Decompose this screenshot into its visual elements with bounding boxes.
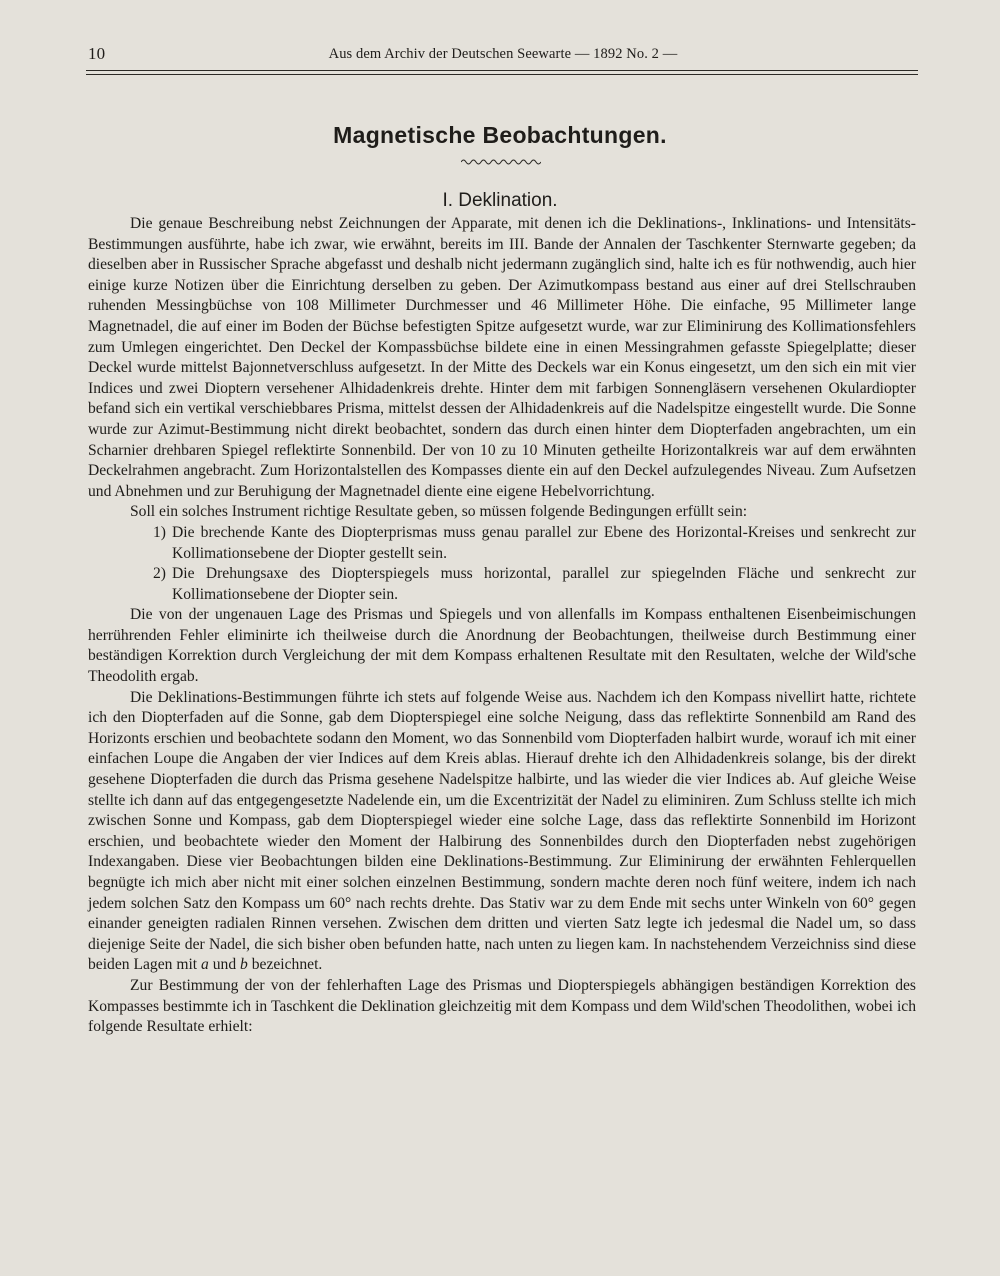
paragraph-text: Die Deklinations-Bestimmungen führte ich stets auf folgende Weise aus. Nachdem ich den Kompass nivellirt hatte, richtete ich den Diopterfaden auf die Sonne, gab dem Diopterspiegel eine solche Neigung, dass das reflektirte Sonnenbild am Rand des Horizonts erschien und beobachtete sodann den Moment, wo das Sonnenbild vom Diopterfaden halbirt wurde, worauf ich mit einer einfachen Loupe die Angaben der vier Indices auf dem Kreis ablas. Hierauf drehte ich den Alhidadenkreis solange, bis der direkt gesehene Diopterfaden die durch das Prisma gesehene Nadelspitze halbirte, und las wieder die vier Indices ab. Auf gleiche Weise stellte ich dann auf das entgegengesetzte Nadelende ein, um die Excentrizität der Nadel zu eliminiren. Zum Schluss stellte ich mich zwischen Sonne und Kompass, gab dem Diopterspiegel wieder eine solche Lage, dass das reflektirte Sonnenbild im Horizont erschien, und beobachtete wieder den Moment der Halbirung des Sonnenbildes durch den Diopterfaden nebst zugehörigen Indexangaben. Diese vier Beobachtungen bilden eine Deklinations-Bestimmung. Zur Eliminirung der erwähnten Fehlerquellen begnügte ich mich aber nicht mit einer solchen einzelnen Bestimmung, sondern machte deren noch fünf weitere, indem ich nach jedem solchen Satz den Kompass um 60° nach rechts drehte. Das Stativ war zu dem Ende mit sechs unter Winkeln von 60° gegen einander geneigten radialen Rinnen versehen. Zwischen dem dritten und vierten Satz legte ich jedesmal die Nadel um, so dass diejenige Seite der Nadel, die sich bisher oben befunden hatte, nach unten zu liegen kam. In nachstehendem Verzeichniss sind diese beiden Lagen mit (88, 688, 916, 974)
header-rule-bottom (86, 74, 918, 75)
variable-a: a (201, 956, 209, 974)
running-head (88, 44, 918, 66)
condition-number: 2) (153, 565, 166, 583)
conjunction: und (212, 956, 237, 974)
wavy-ornament-icon (461, 158, 541, 166)
paragraph: Die genaue Beschreibung nebst Zeichnungen der Apparate, mit denen ich die Deklinations-, Inklinations- und Intensitäts-Bestimmungen ausführte, habe ich zwar, wie erwähnt, bereits im III. Bande der Annalen der Taschkenter Sternwarte gegeben; da dieselben aber in Russischer Sprache abgefasst und deshalb nicht jedermann zugänglich sind, halte ich es für nothwendig, auch hier einige kurze Notizen über die Einrichtung derselben zu geben. Der Azimutkompass bestand aus einer auf drei Stellschrauben ruhenden Messingbüchse von 108 Millimeter Durchmesser und 46 Millimeter Höhe. Die einfache, 95 Millimeter lange Magnetnadel, die auf einer im Boden der Büchse befestigten Spitze aufgesetzt wurde, war zur Eliminirung des Kollimationsfehlers zum Umlegen eingerichtet. Den Deckel der Kompassbüchse bildete eine in einen Messingrahmen gefasste Spiegelplatte; dieser Deckel wurde mittelst Bajonnetverschluss aufgesetzt. In der Mitte des Deckels war ein Konus eingesetzt, um den sich ein mit vier Indices und zwei Dioptern versehener Alhidadenkreis drehte. Hinter dem mit farbigen Sonnengläsern versehenen Okulardiopter befand sich ein vertikal verschiebbares Prisma, mittelst dessen der Alhidadenkreis auf die Nadelspitze eingestellt wurde. Die Sonne wurde zur Azimut-Bestimmung nicht direkt beobachtet, sondern das durch einen hinter dem Diopterfaden angebrachten, um ein Scharnier drehbaren Spiegel reflektirte Sonnenbild. Der von 10 zu 10 Minuten getheilte Horizontalkreis war auf dem erwähnten Deckelrahmen angebracht. Zum Horizontalstellen des Kompasses diente ein auf den Deckel aufzulegendes Niveau. Zum Aufsetzen und Abnehmen und zur Beruhigung der Magnetnadel diente eine eigene Hebelvorrichtung. (88, 215, 916, 500)
variable-b: b (240, 956, 248, 974)
condition-number: 1) (153, 523, 166, 541)
paragraph-end: bezeichnet. (251, 956, 323, 974)
running-title: Aus dem Archiv der Deutschen Seewarte — 1892 No. 2 — (328, 46, 678, 62)
condition-item (88, 523, 916, 564)
paragraph: Zur Bestimmung der von der fehlerhaften Lage des Prismas und Diopterspiegels abhängigen beständigen Korrektion des Kompasses bestimmte ich in Taschkent die Deklination gleichzeitig mit dem Kompass und dem Wild'schen Theodolithen, wobei ich folgende Resultate erhielt: (88, 976, 916, 1036)
paragraph: Die von der ungenauen Lage des Prismas und Spiegels und von allenfalls im Kompass enthaltenen Eisenbeimischungen herrührenden Fehler eliminirte ich theilweise durch die Anordnung der Beobachtungen, theilweise durch Bestimmung einer beständigen Korrektion durch Vergleichung der mit dem Kompass erhaltenen Resultate mit den Resultaten, welche der Wild'sche Theodolith ergab. (88, 606, 916, 686)
paragraph: Soll ein solches Instrument richtige Resultate geben, so müssen folgende Bedingungen erfüllt sein: (130, 503, 748, 521)
page-number: 10 (88, 44, 106, 63)
section-title: I. Deklination. (442, 190, 558, 211)
condition-text: Die Drehungsaxe des Diopterspiegels muss horizontal, parallel zur spiegelnden Fläche und senkrecht zur Kollimationsebene der Diopter sein. (172, 565, 916, 603)
body-text (88, 214, 916, 1038)
page-title: Magnetische Beobachtungen. (333, 122, 667, 148)
condition-text: Die brechende Kante des Diopterprismas muss genau parallel zur Ebene des Horizontal-Kreises und senkrecht zur Kollimationsebene der Diopter gestellt sein. (172, 523, 916, 562)
paragraph (88, 688, 916, 976)
condition-item (88, 564, 916, 605)
header-rule-top (86, 70, 918, 71)
